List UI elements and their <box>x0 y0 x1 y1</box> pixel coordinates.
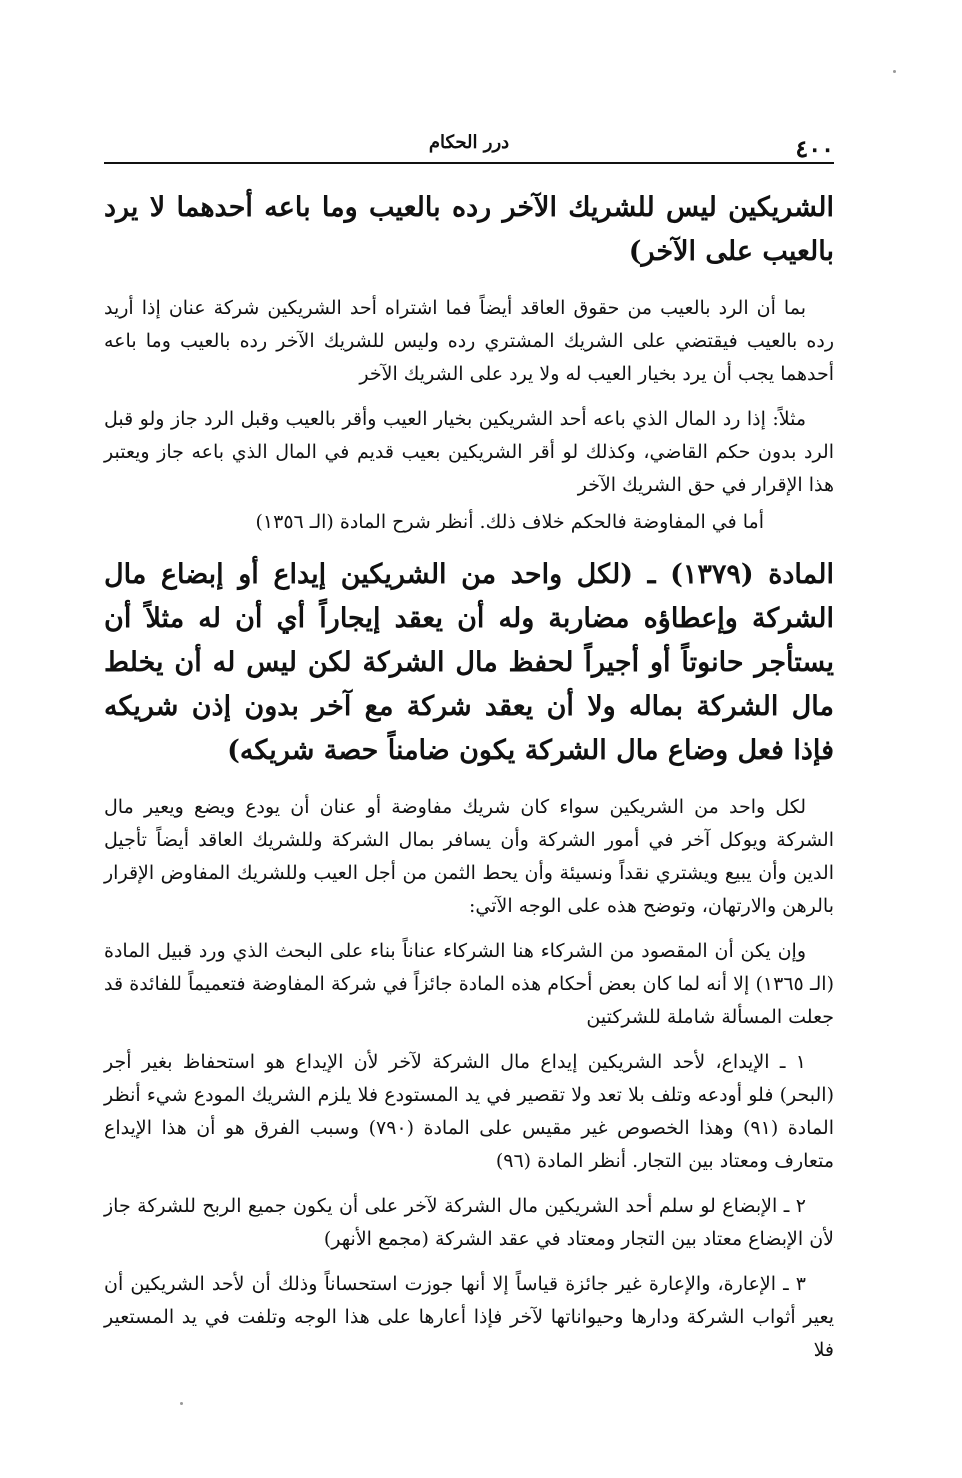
page-number: ٤٠٠ <box>795 134 834 163</box>
article-1379-text: المادة (١٣٧٩) ـ (لكل واحد من الشريكين إيداع أو إبضاع مال الشركة وإعطاؤه مضاربة وله أن يعقد إيجاراً أي أن له مثلاً أن يستأجر حانوتاً أو أجيراً لحفظ مال الشركة لكن ليس له أن يخلط مال الشركة بماله ولا أن يعقد شركة مع آخر بدون إذن شريكه فإذا فعل وضاع مال الشركة يكون ضامناً حصة شريكه) <box>104 559 834 766</box>
commentary-paragraph: وإن يكن أن المقصود من الشركاء هنا الشركاء عناناً بناء على البحث الذي ورد قبيل المادة (الـ ١٣٦٥) إلا أنه لما كان بعض أحكام هذه المادة جائزاً في شركة المفاوضة فتعميماً للفائدة قد جعلت المسألة شاملة للشركتين <box>104 940 834 1028</box>
example-paragraph: مثلاً: إذا رد المال الذي باعه أحد الشريكين بخيار العيب وأقر بالعيب وقبل الرد جاز ولو قبل الرد بدون حكم القاضي، وكذلك لو أقر الشريكين بعيب قديم في المال الذي باعه جاز ويعتبر هذا الإقرار في حق الشريك الآخر <box>104 408 834 496</box>
page-header <box>104 128 834 164</box>
item-lending-paragraph: ٣ ـ الإعارة، والإعارة غير جائزة قياساً إلا أنها جوزت استحساناً وذلك أن لأحد الشريكين أن يعير أثواب الشركة ودارها وحيواناتها لآخر فإذا أعارها على هذا الوجه وتلفت في يد المستعير فلا <box>104 1273 834 1361</box>
commentary-paragraph: لكل واحد من الشريكين سواء كان شريك مفاوضة أو عنان أن يودع ويضع ويعير مال الشركة ويوكل آخر في أمور الشركة وأن يسافر بمال الشركة وللشريك العاقد أيضاً تأجيل الدين وأن يبيع ويشتري نقداً ونسيئة وأن يحط الثمن من أجل العيب وللشريك المفاوض الإقرار بالرهن والارتهان، وتوضح هذه على الوجه الآتي: <box>104 796 834 917</box>
cross-reference-paragraph: أما في المفاوضة فالحكم خلاف ذلك. أنظر شرح المادة (الـ ١٣٥٦) <box>255 511 764 533</box>
running-title: درر الحكام <box>428 132 510 153</box>
scan-speck <box>893 70 896 73</box>
item-deposit-paragraph: ١ ـ الإيداع، لأحد الشريكين إيداع مال الشركة لآخر لأن الإيداع هو استحفاظ بغير أجر (البحر) فلو أودعه وتلف بلا تعد ولا تقصير في يد المستودع فلا يلزم الشريك المودع شيء أنظر المادة (٩١) وهذا الخصوص غير مقيس على المادة (٧٩٠) وسبب الفرق هو أن هذا الإيداع متعارف ومعتاد بين التجار. أنظر المادة (٩٦) <box>104 1051 834 1172</box>
scan-speck <box>180 1402 183 1405</box>
continued-article-text: الشريكين ليس للشريك الآخر رده بالعيب وما باعه أحدهما لا يرد بالعيب على الآخر) <box>104 192 834 267</box>
item-ibda-paragraph: ٢ ـ الإبضاع لو سلم أحد الشريكين مال الشركة لآخر على أن يكون جميع الربح للشركة جاز لأن الإبضاع معتاد بين التجار ومعتاد في عقد الشركة (مجمع الأنهر) <box>104 1195 834 1250</box>
commentary-paragraph: بما أن الرد بالعيب من حقوق العاقد أيضاً فما اشتراه أحد الشريكين شركة عنان إذا أريد رده بالعيب فيقتضي على الشريك المشتري رده وليس للشريك الآخر رده بالعيب وما باعه أحدهما يجب أن يرد بخيار العيب له ولا يرد على الشريك الآخر <box>104 297 834 385</box>
page-content <box>104 186 834 1379</box>
